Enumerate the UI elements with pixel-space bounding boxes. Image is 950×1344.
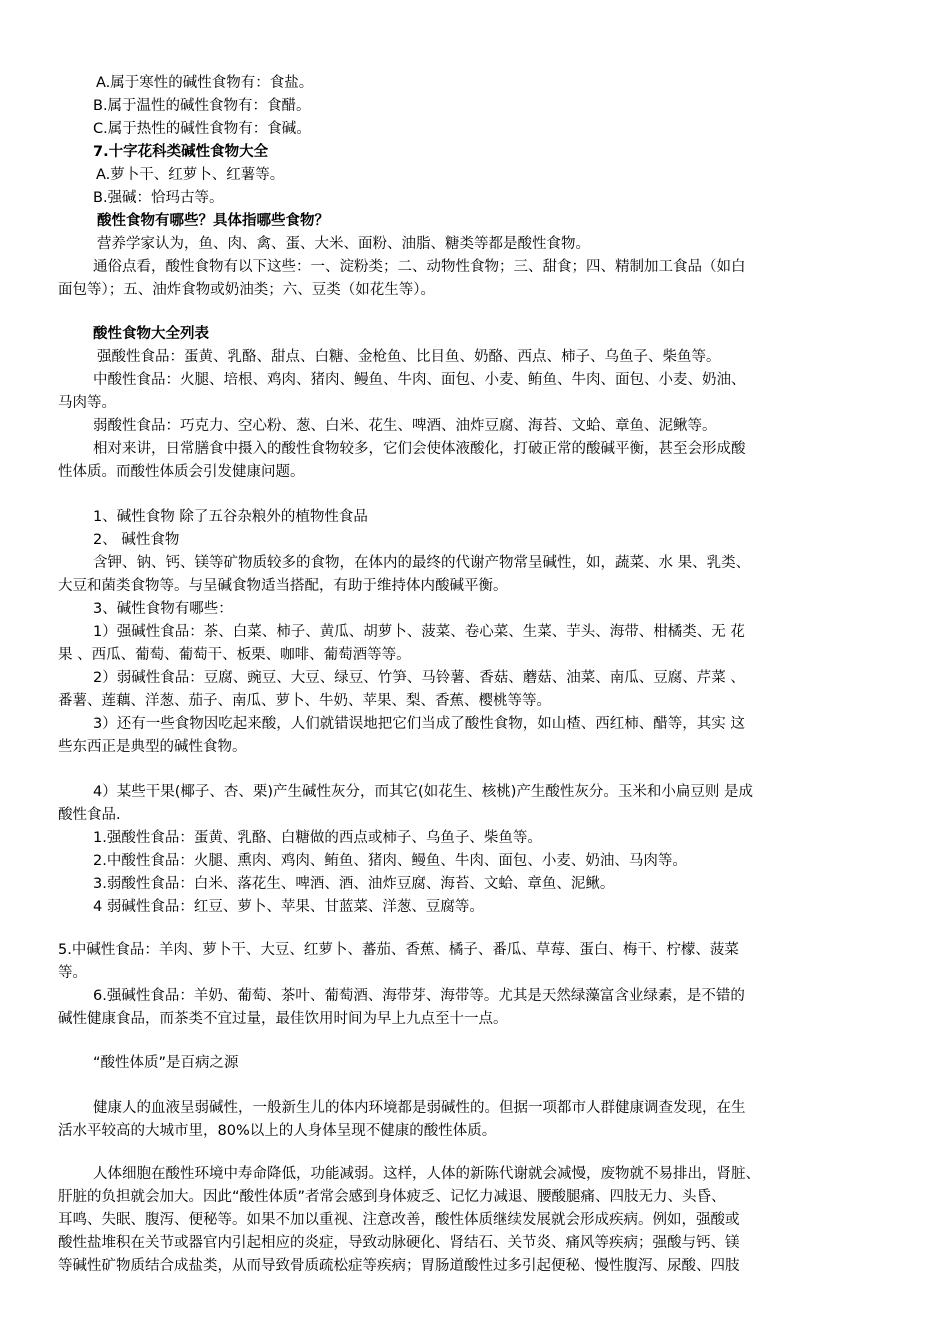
section-heading: “酸性体质”是百病之源 [93,1055,239,1071]
section-heading: 酸性食物有哪些？具体指哪些食物？ [97,213,329,229]
text-line: 1）强碱性食品：茶、白菜、柿子、黄瓜、胡萝卜、菠菜、卷心菜、生菜、芋头、海带、柑橘类、无 花 [93,624,745,640]
text-line: 果 、西瓜、葡萄、葡萄干、板栗、咖啡、葡萄酒等等。 [58,647,411,663]
text-line: 耳鸣、失眠、腹泻、便秘等。如果不加以重视、注意改善，酸性体质继续发展就会形成疾病。例如，强酸或 [58,1212,740,1228]
text-line: 3.弱酸性食品：白米、落花生、啤酒、酒、油炸豆腐、海苔、文蛤、章鱼、泥鳅。 [93,876,615,892]
text-line: 些东西正是典型的碱性食物。 [58,739,247,755]
text-line: 1.强酸性食品：蛋黄、乳酪、白糖做的西点或柿子、乌鱼子、柴鱼等。 [93,830,542,846]
text-line: 肝脏的负担就会加大。因此“酸性体质”者常会感到身体疲乏、记忆力减退、腰酸腿痛、四肢无力、头昏、 [58,1189,726,1205]
text-line: 等碱性矿物质结合成盐类，从而导致骨质疏松症等疾病；胃肠道酸性过多引起便秘、慢性腹泻、尿酸、四肢 [58,1258,740,1274]
text-line: 活水平较高的大城市里，80%以上的人身体呈现不健康的酸性体质。 [58,1123,497,1139]
text-line: 1、碱性食物 除了五谷杂粮外的植物性食品 [93,509,368,525]
text-line: 3、碱性食物有哪些： [93,601,233,617]
text-line: 4）某些干果(椰子、杏、栗)产生碱性灰分，而其它(如花生、核桃)产生酸性灰分。玉米和小扁豆则 是成 [93,784,753,800]
text-line: C.属于热性的碱性食物有：食碱。 [93,121,311,137]
text-line: 酸性盐堆积在关节或器官内引起相应的炎症，导致动脉硬化、肾结石、关节炎、痛风等疾病；强酸与钙、镁 [58,1235,740,1251]
text-line: 酸性食品. [58,807,121,823]
text-line: B.强碱：恰玛古等。 [93,190,224,206]
text-line: A.萝卜干、红萝卜、红薯等。 [96,167,285,183]
text-line: 人体细胞在酸性环境中寿命降低，功能减弱。这样，人体的新陈代谢就会减慢，废物就不易排出，肾脏、 [93,1166,760,1182]
text-line: 2.中酸性食品：火腿、熏肉、鸡肉、鲔鱼、猪肉、鳗鱼、牛肉、面包、小麦、奶油、马肉等。 [93,853,687,869]
text-line: B.属于温性的碱性食物有：食醋。 [93,98,311,114]
text-line: 营养学家认为，鱼、肉、禽、蛋、大米、面粉、油脂、糖类等都是酸性食物。 [97,236,590,252]
text-line: 弱酸性食品：巧克力、空心粉、葱、白米、花生、啤酒、油炸豆腐、海苔、文蛤、章鱼、泥鳅等。 [93,418,717,434]
text-line: 性体质。而酸性体质会引发健康问题。 [58,464,305,480]
text-line: 含钾、钠、钙、镁等矿物质较多的食物，在体内的最终的代谢产物常呈碱性，如，蔬菜、水 果、乳类、 [93,555,751,571]
text-line: 相对来讲，日常膳食中摄入的酸性食物较多，它们会使体液酸化，打破正常的酸碱平衡，甚至会形成酸 [93,441,746,457]
text-line: 健康人的血液呈弱碱性，一般新生儿的体内环境都是弱碱性的。但据一项都市人群健康调查发现，在生 [93,1100,746,1116]
text-line: 2）弱碱性食品：豆腐、豌豆、大豆、绿豆、竹笋、马铃薯、香菇、蘑菇、油菜、南瓜、豆腐、芹菜 、 [93,670,745,686]
text-line: 6.强碱性食品：羊奶、葡萄、茶叶、葡萄酒、海带芽、海带等。尤其是天然绿藻富含业绿素，是不错的 [93,988,745,1004]
text-line: 通俗点看，酸性食物有以下这些：一、淀粉类；二、动物性食物；三、甜食；四、精制加工食品（如白 [93,259,746,275]
section-heading: 7.十字花科类碱性食物大全 [93,144,269,160]
text-line: 面包等）；五、油炸食物或奶油类；六、豆类（如花生等）。 [58,282,435,298]
text-line: 2、 碱性食物 [93,532,180,548]
text-line: 5.中碱性食品：羊肉、萝卜干、大豆、红萝卜、蕃茄、香蕉、橘子、番瓜、草莓、蛋白、梅干、柠檬、菠菜 [58,942,739,958]
text-line: 碱性健康食品，而茶类不宜过量，最佳饮用时间为早上九点至十一点。 [58,1011,508,1027]
text-line: 3）还有一些食物因吃起来酸，人们就错误地把它们当成了酸性食物，如山楂、西红柿、醋等，其实 这 [93,716,745,732]
text-line: A.属于寒性的碱性食物有：食盐。 [96,75,314,91]
text-line: 4 弱碱性食品：红豆、萝卜、苹果、甘蓝菜、洋葱、豆腐等。 [93,899,484,915]
section-heading: 酸性食物大全列表 [93,326,209,342]
text-line: 等。 [58,965,87,981]
text-line: 大豆和菌类食物等。与呈碱食物适当搭配，有助于维持体内酸碱平衡。 [58,578,508,594]
text-line: 强酸性食品：蛋黄、乳酪、甜点、白糖、金枪鱼、比目鱼、奶酪、西点、柿子、乌鱼子、柴鱼等。 [97,349,721,365]
text-line: 番薯、莲藕、洋葱、茄子、南瓜、萝卜、牛奶、苹果、梨、香蕉、樱桃等等。 [58,693,551,709]
text-line: 中酸性食品：火腿、培根、鸡肉、猪肉、鳗鱼、牛肉、面包、小麦、鲔鱼、牛肉、面包、小麦、奶油、 [93,372,746,388]
text-line: 马肉等。 [58,395,116,411]
